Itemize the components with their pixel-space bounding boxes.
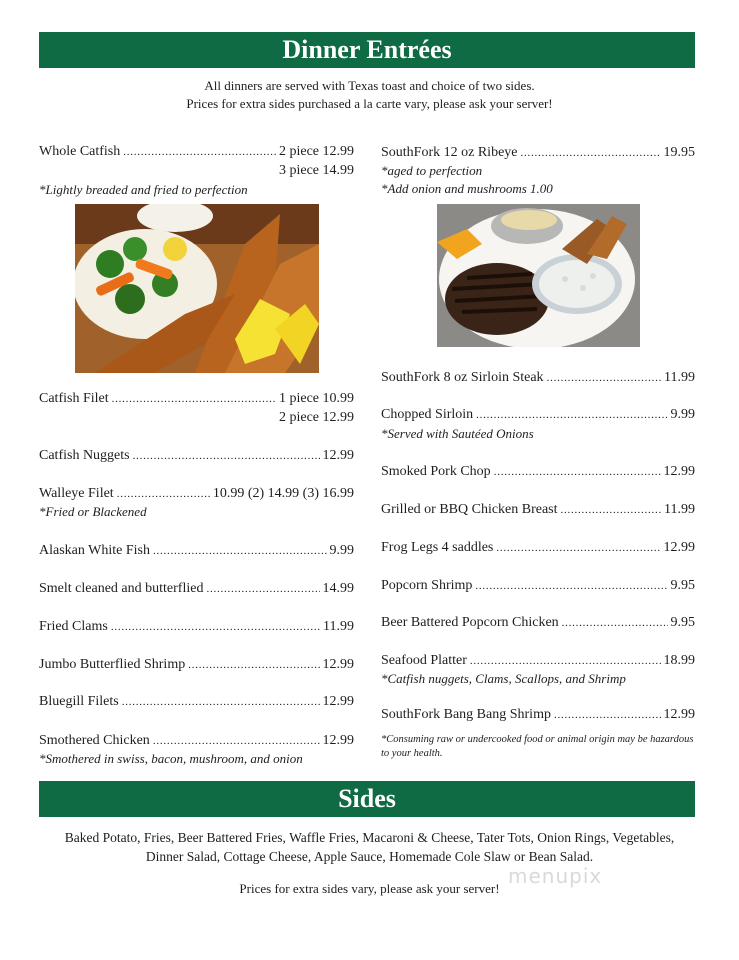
item-price: 2 piece 12.99 <box>278 144 354 159</box>
item-name: Frog Legs 4 saddles <box>381 540 494 555</box>
item-name: Seafood Platter <box>381 653 467 668</box>
steak-plate-image <box>437 204 640 347</box>
menu-item-bang-bang-shrimp <box>381 706 695 724</box>
item-name: Bluegill Filets <box>39 694 119 709</box>
item-price: 9.95 <box>670 578 695 593</box>
item-name: Catfish Nuggets <box>39 448 130 463</box>
menu-item-fried-clams <box>39 618 354 636</box>
health-disclaimer: *Consuming raw or undercooked food or animal origin may be hazardous to your health. <box>381 734 694 759</box>
item-price: 14.99 <box>322 581 354 596</box>
menu-item-ribeye <box>381 144 695 162</box>
menu-item-popcorn-chicken <box>381 614 695 632</box>
item-name: SouthFork Bang Bang Shrimp <box>381 707 551 722</box>
menu-item-pork-chop <box>381 463 695 481</box>
item-name: Catfish Filet <box>39 391 109 406</box>
item-price: 11.99 <box>664 502 695 517</box>
menu-item-whole-catfish <box>39 143 354 161</box>
item-price: 9.99 <box>329 543 354 558</box>
item-price: 12.99 <box>322 733 354 748</box>
intro-line-1: All dinners are served with Texas toast and choice of two sides. <box>204 78 535 93</box>
menu-item-sirloin-steak <box>381 369 695 387</box>
menu-item-chopped-sirloin <box>381 406 695 424</box>
item-note: *aged to perfection <box>381 163 483 178</box>
sides-title: Sides <box>338 784 396 813</box>
menu-item-alaskan-white-fish <box>39 542 354 560</box>
item-price: 12.99 <box>322 694 354 709</box>
item-price: 12.99 <box>663 464 695 479</box>
item-note: *Catfish nuggets, Clams, Scallops, and Shrimp <box>381 671 626 686</box>
item-price-alt: 2 piece 12.99 <box>278 410 354 425</box>
item-price-alt: 3 piece 14.99 <box>278 163 354 178</box>
catfish-plate-image <box>75 204 319 373</box>
item-price: 12.99 <box>322 657 354 672</box>
item-name: Smelt cleaned and butterflied <box>39 581 204 596</box>
dinner-entrees-banner <box>39 32 695 68</box>
catfish-photo <box>75 204 319 373</box>
menu-item-smelt <box>39 580 354 598</box>
menu-item-seafood-platter <box>381 652 695 670</box>
menu-item-chicken-breast <box>381 501 695 519</box>
item-price: 9.99 <box>670 407 695 422</box>
menu-item-smothered-chicken <box>39 732 354 750</box>
item-note-2: *Add onion and mushrooms 1.00 <box>381 181 553 196</box>
item-price: 12.99 <box>663 707 695 722</box>
item-name: Jumbo Butterflied Shrimp <box>39 657 186 672</box>
item-name: SouthFork 8 oz Sirloin Steak <box>381 370 544 385</box>
item-name: Chopped Sirloin <box>381 407 474 422</box>
item-price: 11.99 <box>664 370 695 385</box>
item-name: SouthFork 12 oz Ribeye <box>381 145 518 160</box>
item-price: 19.95 <box>663 145 695 160</box>
menupix-watermark: menupix <box>508 864 603 888</box>
item-name: Walleye Filet <box>39 486 114 501</box>
sides-banner <box>39 781 695 817</box>
item-price: 11.99 <box>323 619 354 634</box>
item-name: Popcorn Shrimp <box>381 578 473 593</box>
item-name: Whole Catfish <box>39 144 121 159</box>
page-title: Dinner Entrées <box>282 35 452 64</box>
item-name: Beer Battered Popcorn Chicken <box>381 615 559 630</box>
item-name: Smoked Pork Chop <box>381 464 491 479</box>
menu-item-popcorn-shrimp <box>381 577 695 595</box>
item-note: *Served with Sautéed Onions <box>381 426 534 441</box>
intro-line-2: Prices for extra sides purchased a la carte vary, please ask your server! <box>186 96 553 111</box>
sides-footer-note: Prices for extra sides vary, please ask your server! <box>239 881 500 896</box>
item-note: *Smothered in swiss, bacon, mushroom, and onion <box>39 751 303 766</box>
menu-item-jumbo-shrimp <box>39 656 354 674</box>
item-price: 10.99 (2) 14.99 (3) 16.99 <box>212 486 354 501</box>
sides-list-line-1: Baked Potato, Fries, Beer Battered Fries, Waffle Fries, Macaroni & Cheese, Tater Tots, Onion Rings, Vegetables, <box>64 830 675 845</box>
item-price: 12.99 <box>322 448 354 463</box>
steak-photo <box>437 204 640 347</box>
item-price: 1 piece 10.99 <box>278 391 354 406</box>
item-name: Grilled or BBQ Chicken Breast <box>381 502 558 517</box>
menu-item-frog-legs <box>381 539 695 557</box>
item-price: 12.99 <box>663 540 695 555</box>
menu-item-catfish-nuggets <box>39 447 354 465</box>
menu-item-bluegill-filets <box>39 693 354 711</box>
item-price: 18.99 <box>663 653 695 668</box>
menu-item-catfish-filet <box>39 390 354 408</box>
menu-item-walleye-filet <box>39 485 354 503</box>
sides-list-line-2: Dinner Salad, Cottage Cheese, Apple Sauce, Homemade Cole Slaw or Bean Salad. <box>145 849 594 864</box>
item-note: *Fried or Blackened <box>39 504 147 519</box>
item-note: *Lightly breaded and fried to perfection <box>39 182 248 197</box>
item-name: Alaskan White Fish <box>39 543 150 558</box>
item-price: 9.95 <box>670 615 695 630</box>
item-name: Smothered Chicken <box>39 733 150 748</box>
item-name: Fried Clams <box>39 619 108 634</box>
